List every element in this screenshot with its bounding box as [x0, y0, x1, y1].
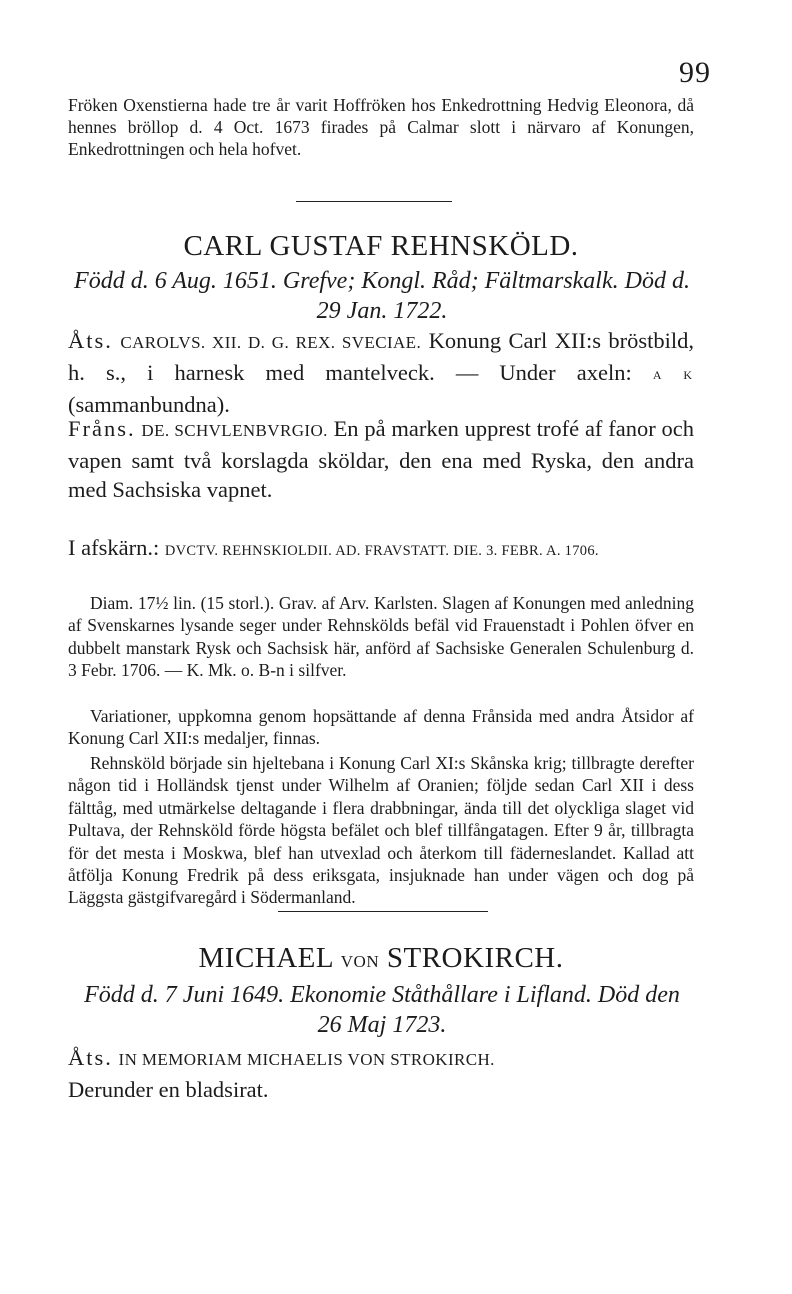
page-number: 99 [679, 56, 711, 89]
obverse-tail: (sammanbundna). [68, 392, 230, 417]
heading-von: VON [340, 952, 380, 971]
obverse-description [68, 326, 694, 420]
reverse-text: En på marken upprest trofé af fanor och vapen samt två korslagda sköldar, den ena med Ryska, den andra med Sachsiska vapnet. [68, 416, 694, 502]
exergue-description [68, 533, 694, 567]
reverse-label: Fråns. [68, 416, 136, 441]
section-divider [278, 911, 488, 912]
biography-paragraph: Rehnsköld började sin hjeltebana i Konung Carl XI:s Skånska krig; tillbragte derefter någon tid i Holländsk tjenst under Wilhelm af Oranien; följde sedan Carl XII i dess fälttåg, med utmärkelse deltagande i flera drabbningar, ända till det olyckliga slaget vid Pultava, der Rehnsköld förde högsta befälet och blef tillfångatagen. Efter 9 år, tillbragta för det mesta i Moskwa, blef han utvexlad och återkom till fäderneslandet. Kallad att åtfölja Konung Fredrik på dess eriksgata, insjuknade han under vägen och dog på Läggsta gästgifvaregård i Södermanland. [68, 753, 694, 908]
obverse-label: Åts. [68, 1045, 113, 1070]
exergue-label: I afskärn.: [68, 535, 160, 560]
variations-paragraph: Variationer, uppkomna genom hopsättande af denna Frånsida med andra Åtsidor af Konung Carl XII:s medaljer, finnas. [68, 706, 694, 749]
reverse-inscription: DE. SCHVLENBVRGIO. [141, 421, 328, 440]
section-heading-rehnskold: CARL GUSTAF REHNSKÖLD. [183, 230, 579, 262]
section-divider [296, 201, 452, 202]
exergue-inscription: DVCTV. REHNSKIOLDII. AD. FRAVSTATT. DIE. 3. FEBR. A. 1706. [164, 543, 599, 559]
diameter-paragraph: Diam. 17½ lin. (15 storl.). Grav. af Arv. Karlsten. Slagen af Konungen med anledning af Svenskarnes lysande seger under Rehnskölds befäl vid Frauenstadt i Pohlen öfver en dubbelt manstark Rysk och Sachsisk här, anförd af Sachsiske Generalen Schulenburg d. 3 Febr. 1706. — K. Mk. o. B-n i silfver. [68, 593, 694, 681]
heading-name: MICHAEL [198, 942, 334, 974]
obverse-label: Åts. [68, 328, 113, 353]
obverse-description-strokirch [68, 1043, 694, 1104]
birth-info-rehnskold: Född d. 6 Aug. 1651. Grefve; Kongl. Råd; Fältmarskalk. Död d. 29 Jan. 1722. [74, 268, 690, 324]
birth-info-strokirch: Född d. 7 Juni 1649. Ekonomie Ståthållare i Lifland. Död den 26 Maj 1723. [84, 982, 680, 1038]
intro-paragraph: Fröken Oxenstierna hade tre år varit Hoffröken hos Enkedrottning Hedvig Eleonora, då hennes bröllop d. 4 Oct. 1673 firades på Calmar slott i närvaro af Konungen, Enkedrottningen och hela hofvet. [68, 95, 694, 159]
obverse-text: Konung Carl XII:s bröstbild, h. s., i harnesk med mantelveck. — Under axeln: [68, 328, 695, 385]
section-heading-strokirch [68, 942, 694, 975]
reverse-description [68, 414, 694, 505]
obverse-text: Derunder en bladsirat. [68, 1076, 269, 1102]
obverse-inscription: CAROLVS. XII. D. G. REX. SVECIAE. [120, 333, 422, 352]
monogram-mark: A K [652, 367, 694, 382]
obverse-inscription: IN MEMORIAM MICHAELIS VON STROKIRCH. [118, 1050, 495, 1069]
heading-surname: STROKIRCH. [386, 942, 564, 974]
